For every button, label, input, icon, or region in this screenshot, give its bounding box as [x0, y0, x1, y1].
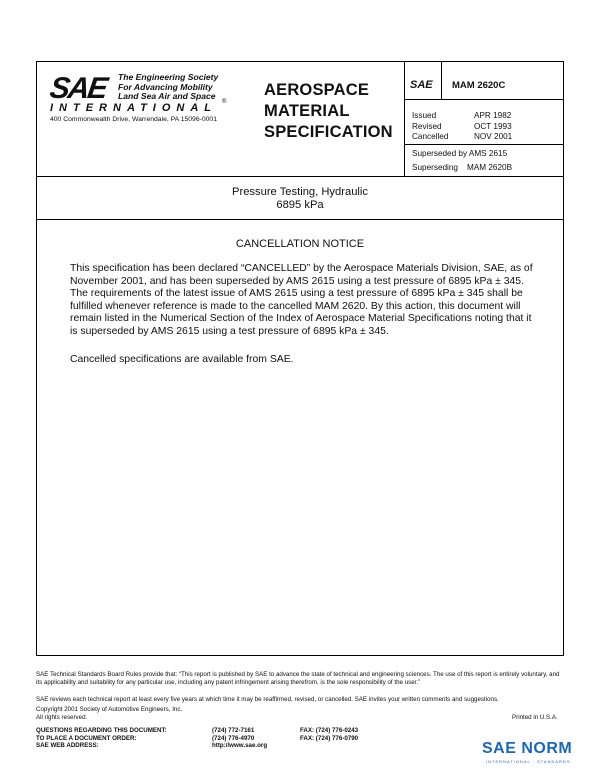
date-row-cancelled — [412, 132, 512, 143]
contact-fax: FAX: (724) 776-0790 — [300, 734, 359, 742]
tagline-line-3: Land Sea Air and Space — [118, 91, 216, 101]
document-dates — [412, 111, 512, 143]
contact-label: TO PLACE A DOCUMENT ORDER: — [36, 734, 137, 742]
date-row-revised — [412, 122, 512, 133]
date-value: OCT 1993 — [474, 121, 512, 131]
document-title — [36, 186, 564, 212]
footer-review: SAE reviews each technical report at least every five years at which time it may be reaffirmed, revised, or cancelled. SAE invites your written comments and suggestions. — [36, 696, 499, 703]
sae-small-logo: SAE — [410, 79, 433, 91]
document-number: MAM 2620C — [452, 80, 506, 91]
contact-row — [36, 735, 358, 743]
contact-label: SAE WEB ADDRESS: — [36, 742, 99, 750]
sae-norm-subtitle: INTERNATIONAL · STANDARDS — [486, 759, 571, 764]
tagline-line-1: The Engineering Society — [118, 72, 219, 82]
logo-international: INTERNATIONAL — [50, 102, 218, 114]
date-label: Revised — [412, 121, 442, 131]
spec-title-line-1: AEROSPACE — [264, 81, 370, 99]
spec-title-line-2: MATERIAL — [264, 102, 350, 120]
spec-title-line-3: SPECIFICATION — [264, 123, 393, 141]
cancellation-notice-heading: CANCELLATION NOTICE — [235, 238, 365, 250]
contact-row — [36, 727, 358, 735]
footer-printed: Printed in U.S.A. — [512, 714, 558, 721]
tagline-line-2: For Advancing Mobility — [118, 81, 213, 92]
contact-phone: (724) 776-4970 — [212, 734, 255, 742]
footer-contacts — [36, 727, 358, 750]
document-title-line-1: Pressure Testing, Hydraulic — [232, 186, 368, 198]
date-row-issued — [412, 111, 512, 122]
date-value: NOV 2001 — [474, 132, 513, 141]
contact-row — [36, 742, 358, 750]
sae-address: 400 Commonwealth Drive, Warrendale, PA 15096-0001 — [50, 116, 217, 123]
sae-logo: SAE — [47, 72, 109, 105]
superseded-by: Superseded by AMS 2615 — [412, 149, 508, 158]
sae-norm-watermark: SAE NORM — [482, 740, 573, 757]
superseding — [412, 163, 512, 172]
registered-mark: ® — [222, 99, 227, 105]
contact-fax: FAX: (724) 776-0243 — [300, 727, 359, 734]
spec-type-title — [264, 80, 393, 143]
rule-dates — [404, 144, 564, 145]
rule-header-bottom — [37, 176, 563, 177]
date-label: Cancelled — [412, 132, 449, 141]
rule-vertical-logo — [441, 62, 442, 99]
web-address-link[interactable]: http://www.sae.org — [212, 742, 268, 750]
superseding-value: MAM 2620B — [467, 163, 513, 172]
logo-tagline — [118, 73, 218, 102]
footer-rules: SAE Technical Standards Board Rules provide that: “This report is published by SAE to advance the state of technical and engineering sciences. The use of this report is entirely voluntary, and its applicability and suitability for any particular use, including any patent infringement arising therefrom, is the sole responsibility of the user.” — [36, 671, 560, 686]
cancellation-availability: Cancelled specifications are available from SAE. — [70, 354, 294, 365]
contact-label: QUESTIONS REGARDING THIS DOCUMENT: — [36, 727, 167, 734]
document-title-line-2: 6895 kPa — [276, 199, 324, 211]
footer-rights: All rights reserved. — [36, 714, 88, 721]
contact-phone: (724) 772-7161 — [212, 727, 255, 734]
rule-vertical-right — [404, 62, 405, 176]
rule-title-bottom — [37, 219, 563, 220]
footer-copyright: Copyright 2001 Society of Automotive Engineers, Inc. — [36, 706, 183, 713]
cancellation-notice-paragraph: This specification has been declared “CANCELLED” by the Aerospace Materials Division, SAE, as of November 2001, and has been superseded by AMS 2615 using a test pressure of 6895 kPa ± 345. The requirements of the latest issue of AMS 2615 using a test pressure of 6895 kPa ± 345 shall be fulfilled whenever reference is made to the cancelled MAM 2620. By this action, this document will remain listed in the Numerical Section of the Index of Aerospace Material Specifications noting that it is superseded by AMS 2615 using a test pressure of 6895 kPa ± 345. — [70, 263, 533, 337]
date-label: Issued — [412, 111, 437, 120]
superseding-label: Superseding — [412, 163, 458, 172]
rule-docnum — [404, 99, 564, 100]
date-value: APR 1982 — [474, 111, 512, 120]
